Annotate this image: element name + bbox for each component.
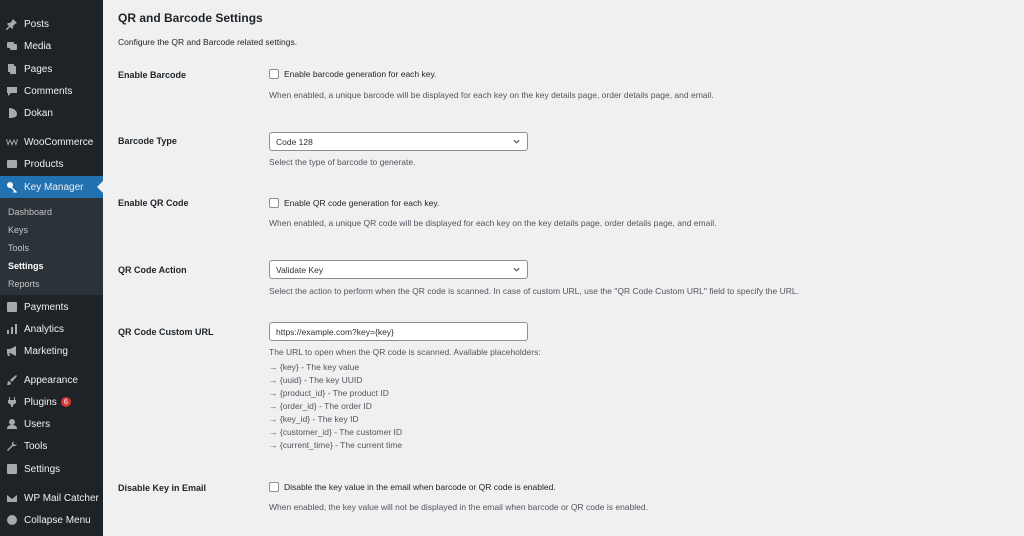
menu-label: Posts [24,18,50,30]
pages-icon [6,63,18,75]
woocommerce-icon [6,136,18,148]
menu-label: WP Mail Catcher [24,492,99,504]
barcode-type-value: Code 128 [276,136,313,147]
enable-barcode-checkbox-label: Enable barcode generation for each key. [284,69,437,79]
menu-label: Media [24,40,52,52]
menu-label: Users [24,418,51,430]
dokan-icon [6,107,18,119]
pin-icon [6,18,18,30]
menu-item-settings[interactable] [0,459,103,479]
menu-item-dokan[interactable] [0,103,103,123]
menu-label: Pages [24,63,53,75]
placeholder-item: → {customer_id} - The customer ID [269,427,403,437]
wrench-icon [6,440,18,452]
submenu-keys[interactable]: Keys [8,225,29,235]
qr-action-value: Validate Key [276,264,324,275]
menu-item-analytics[interactable] [0,319,103,339]
enable-barcode-field[interactable] [269,69,436,79]
disable-key-email-checkbox[interactable] [269,482,279,492]
menu-label: WooCommerce [24,136,94,148]
section-title: QR and Barcode Settings [118,11,263,25]
placeholder-list [269,361,402,452]
menu-label: Settings [24,463,61,475]
disable-key-email-description: When enabled, the key value will not be displayed in the email when barcode or QR code is enabled. [269,502,648,512]
chevron-down-icon [512,137,521,146]
media-icon [6,40,18,52]
menu-item-media[interactable] [0,36,103,56]
qr-custom-url-description: The URL to open when the QR code is scanned. Available placeholders: [269,347,541,357]
barcode-type-label: Barcode Type [118,136,177,146]
menu-item-plugins[interactable] [0,392,103,412]
admin-sidebar [0,0,103,536]
enable-barcode-description: When enabled, a unique barcode will be displayed for each key on the key details page, order details page, and email. [269,90,714,100]
plugin-icon [6,396,18,408]
menu-item-appearance[interactable] [0,370,103,390]
menu-item-wp-mail-catcher[interactable] [0,488,103,508]
enable-qr-checkbox-label: Enable QR code generation for each key. [284,198,440,208]
disable-key-email-checkbox-label: Disable the key value in the email when barcode or QR code is enabled. [284,482,556,492]
comment-icon [6,85,18,97]
menu-label: Collapse Menu [24,514,91,526]
enable-qr-field[interactable] [269,198,439,208]
enable-qr-checkbox[interactable] [269,198,279,208]
menu-item-marketing[interactable] [0,341,103,361]
qr-custom-url-input[interactable] [269,322,528,341]
qr-custom-url-value: https://example.com?key={key} [276,326,394,337]
submenu-settings[interactable]: Settings [8,261,44,271]
chevron-down-icon [512,265,521,274]
menu-label: Comments [24,85,73,97]
collapse-icon [6,514,18,526]
menu-item-posts[interactable] [0,14,103,34]
payments-icon [6,301,18,313]
menu-label: Tools [24,440,48,452]
enable-qr-label: Enable QR Code [118,198,189,208]
menu-label: Appearance [24,374,78,386]
enable-barcode-label: Enable Barcode [118,70,187,80]
user-icon [6,418,18,430]
key-icon [6,181,18,193]
placeholder-item: → {key_id} - The key ID [269,414,359,424]
menu-label: Marketing [24,345,68,357]
placeholder-item: → {order_id} - The order ID [269,401,372,411]
qr-action-select[interactable] [269,260,528,279]
settings-icon [6,463,18,475]
barcode-type-description: Select the type of barcode to generate. [269,157,416,167]
submenu-dashboard[interactable]: Dashboard [8,207,53,217]
menu-item-woocommerce[interactable] [0,132,103,152]
megaphone-icon [6,345,18,357]
menu-item-payments[interactable] [0,297,103,317]
collapse-menu-button[interactable] [0,510,103,530]
qr-action-label: QR Code Action [118,265,187,275]
settings-content [103,0,1024,536]
enable-qr-description: When enabled, a unique QR code will be displayed for each key on the key details page, order details page, and email. [269,218,717,228]
menu-label: Products [24,158,64,170]
barcode-type-select[interactable] [269,132,528,151]
menu-label: Dokan [24,107,53,119]
menu-item-key-manager[interactable] [0,176,103,198]
menu-item-users[interactable] [0,414,103,434]
disable-key-email-field[interactable] [269,482,556,492]
menu-item-tools[interactable] [0,436,103,456]
qr-custom-url-label: QR Code Custom URL [118,327,214,337]
update-count-badge: 6 [61,397,71,407]
products-icon [6,158,18,170]
enable-barcode-checkbox[interactable] [269,69,279,79]
brush-icon [6,374,18,386]
disable-key-email-label: Disable Key in Email [118,483,207,493]
mail-icon [6,492,18,504]
placeholder-item: → {product_id} - The product ID [269,388,389,398]
menu-label: Key Manager [24,181,84,193]
menu-label: Payments [24,301,69,313]
qr-action-description: Select the action to perform when the QR code is scanned. In case of custom URL, use the "QR Code Custom URL" field to specify the URL. [269,286,799,296]
menu-label: Plugins [24,396,57,408]
section-subtitle: Configure the QR and Barcode related settings. [118,37,298,47]
submenu-reports[interactable]: Reports [8,279,40,289]
submenu-tools[interactable]: Tools [8,243,30,253]
analytics-icon [6,323,18,335]
menu-item-products[interactable] [0,154,103,174]
menu-item-pages[interactable] [0,59,103,79]
placeholder-item: → {uuid} - The key UUID [269,375,363,385]
placeholder-item: → {key} - The key value [269,362,360,372]
placeholder-item: → {current_time} - The current time [269,440,403,450]
key-manager-submenu [0,198,103,295]
menu-label: Analytics [24,323,65,335]
menu-item-comments[interactable] [0,81,103,101]
